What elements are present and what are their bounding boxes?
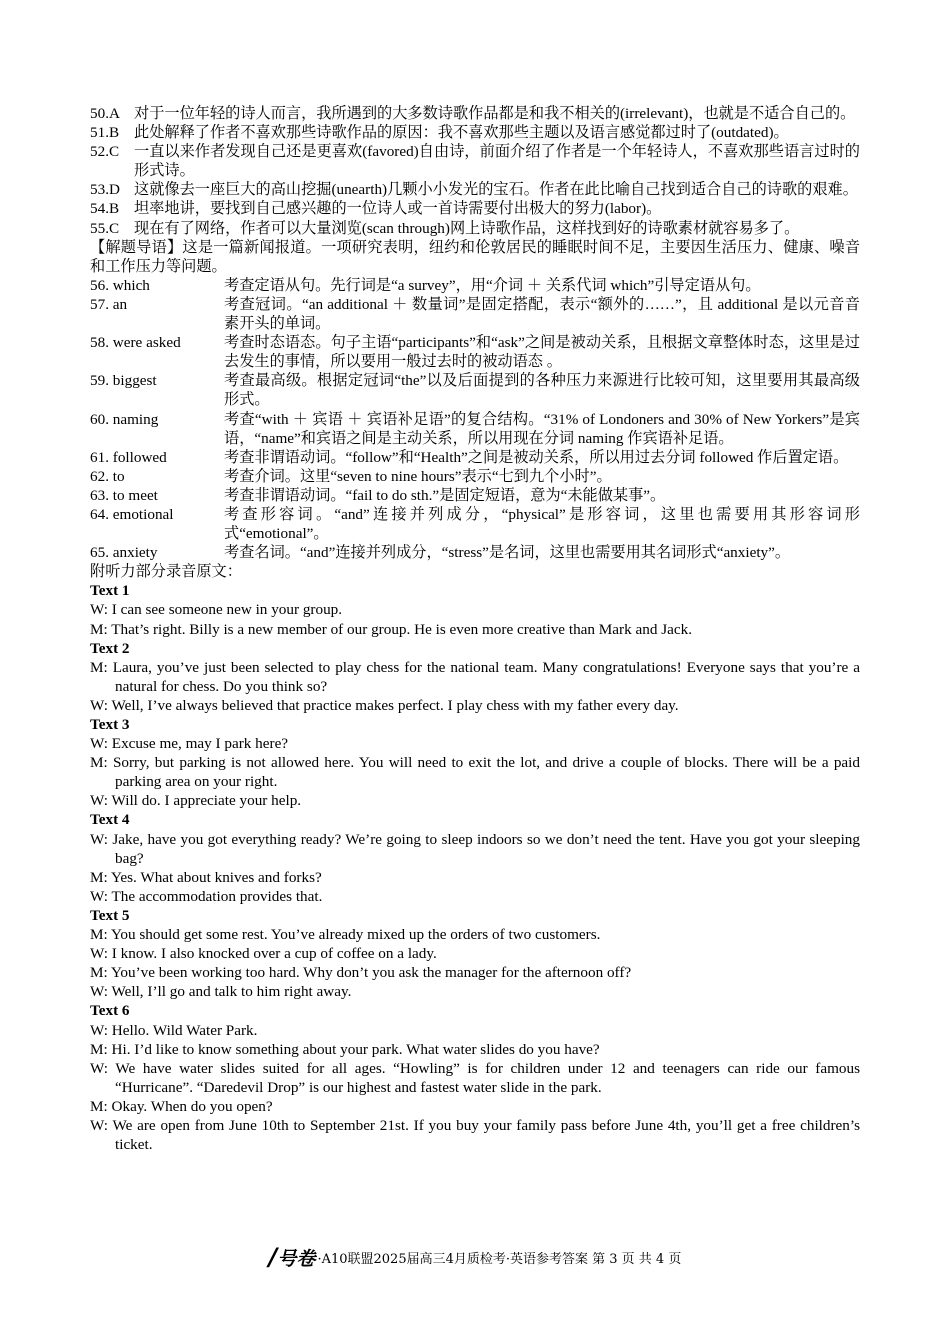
grammar-answer-item [90,448,860,467]
brand-logo: /号卷 [268,1243,316,1271]
answer-explanation: 考查冠词。“an additional ＋ 数量词”是固定搭配，表示“额外的……”，且 additional 是以元音音素开头的单词。 [224,295,860,333]
answer-number: 53.D [90,181,120,199]
answer-number: 51.B [90,124,120,142]
answer-word: 57. an [90,295,128,313]
answer-number: 50.A [90,105,120,122]
cloze-answers [90,104,860,238]
dialogue-line: W: I know. I also knocked over a cup of coffee on a lady. [90,945,437,963]
transcript-title: Text 2 [90,639,130,657]
grammar-answer-item [90,486,860,505]
answer-explanation: 考查非谓语动词。“fail to do sth.”是固定短语，意为“未能做某事”。 [224,486,666,504]
reading-guide: 【解题导语】这是一篇新闻报道。一项研究表明，纽约和伦敦居民的睡眠时间不足，主要因生活压力、健康、噪音和工作压力等问题。 [90,238,860,275]
dialogue-line: M: Okay. When do you open? [90,1097,273,1115]
footer-text: ·A10联盟2025届高三4月质检考·英语参考答案 第 3 页 共 4 页 [317,1252,682,1267]
dialogue-line: M: That’s right. Billy is a new member of our group. He is even more creative than Mark and Jack. [90,620,692,638]
transcript-title: Text 6 [90,1002,130,1020]
answer-explanation: 现在有了网络，作者可以大量浏览(scan through)网上诗歌作品，这样找到好的诗歌素材就容易多了。 [134,219,800,237]
dialogue-line: W: Excuse me, may I park here? [90,735,289,753]
transcript-title: Text 1 [90,582,130,600]
answer-word: 65. anxiety [90,544,158,562]
page-footer [0,1243,950,1271]
answer-explanation: 考查非谓语动词。“follow”和“Health”之间是被动关系，所以用过去分词 followed 作后置定语。 [224,448,849,466]
answer-content [90,104,860,1154]
grammar-answer-item [90,467,860,486]
transcript-title: Text 5 [90,906,130,924]
dialogue-line: W: We are open from June 10th to September 21st. If you buy your family pass before June 4th, you’ll get a free children’s ticket. [90,1116,860,1154]
dialogue-line: W: Jake, have you got everything ready? We’re going to sleep indoors so we don’t need the tent. Have you got your sleeping bag? [90,830,860,867]
grammar-answer-item [90,410,860,448]
dialogue-line: W: Will do. I appreciate your help. [90,792,302,810]
grammar-fill-answers [90,276,860,562]
dialogue-line: W: Well, I’ll go and talk to him right away. [90,983,352,1001]
answer-word: 60. naming [90,410,159,428]
listening-transcripts [90,581,860,1154]
cloze-answer-item [90,219,860,238]
dialogue-line: M: You’ve been working too hard. Why don’t you ask the manager for the afternoon off? [90,964,632,982]
answer-number: 52.C [90,143,120,161]
answer-explanation: 一直以来作者发现自己还是更喜欢(favored)自由诗，前面介绍了作者是一个年轻诗人，不喜欢那些语言过时的形式诗。 [134,143,860,180]
answer-explanation: 考查时态语态。句子主语“participants”和“ask”之间是被动关系，且根据文章整体时态，这里是过去发生的事情，所以要用一般过去时的被动语态 。 [224,334,860,371]
answer-explanation: 对于一位年轻的诗人而言，我所遇到的大多数诗歌作品都是和我不相关的(irrelevant)，也就是不适合自己的。 [134,105,856,122]
cloze-answer-item [90,104,860,123]
answer-number: 55.C [90,219,120,237]
answer-word: 59. biggest [90,372,157,390]
answer-word: 64. emotional [90,505,174,523]
dialogue-line: W: Hello. Wild Water Park. [90,1021,258,1039]
dialogue-line: M: Hi. I’d like to know something about your park. What water slides do you have? [90,1040,600,1058]
transcript-title: Text 4 [90,811,130,829]
grammar-answer-item [90,543,860,562]
dialogue-line: M: Laura, you’ve just been selected to play chess for the national team. Many congratulations! Everyone says that you’re a natural for chess. Do you think so? [90,658,860,695]
dialogue-line: M: Sorry, but parking is not allowed here. You will need to exit the lot, and drive a couple of blocks. There will be a paid parking area on your right. [90,754,860,791]
answer-word: 61. followed [90,448,167,466]
cloze-answer-item [90,180,860,199]
dialogue-line: W: I can see someone new in your group. [90,601,343,619]
answer-explanation: 考查形容词。“and”连接并列成分，“physical”是形容词，这里也需要用其形容词形式“emotional”。 [224,505,860,543]
dialogue-line: M: You should get some rest. You’ve already mixed up the orders of two customers. [90,926,601,944]
cloze-answer-item [90,142,860,180]
answer-explanation: 此处解释了作者不喜欢那些诗歌作品的原因：我不喜欢那些主题以及语言感觉都过时了(outdated)。 [134,124,789,142]
answer-word: 62. to [90,467,125,485]
listening-heading: 附听力部分录音原文： [90,563,242,581]
grammar-answer-item [90,333,860,371]
dialogue-line: W: Well, I’ve always believed that practice makes perfect. I play chess with my father every day. [90,696,679,714]
grammar-answer-item [90,371,860,409]
answer-explanation: 这就像去一座巨大的高山挖掘(unearth)几颗小小发光的宝石。作者在此比喻自己找到适合自己的诗歌的艰难。 [134,181,858,199]
answer-word: 56. which [90,276,150,294]
dialogue-line: W: We have water slides suited for all ages. “Howling” is for children under 12 and teenagers can ride our famous “Hurricane”. “Daredevil Drop” is our highest and fastest water slide in the park. [90,1059,860,1096]
answer-explanation: 考查最高级。根据定冠词“the”以及后面提到的各种压力来源进行比较可知，这里要用其最高级形式。 [224,372,860,409]
grammar-answer-item [90,295,860,333]
cloze-answer-item [90,199,860,218]
answer-word: 63. to meet [90,486,158,504]
answer-explanation: 考查“with ＋ 宾语 ＋ 宾语补足语”的复合结构。“31% of Londoners and 30% of New Yorkers”是宾语，“name”和宾语之间是主动关系，所以用现在分词 naming 作宾语补足语。 [224,410,860,447]
answer-explanation: 考查名词。“and”连接并列成分，“stress”是名词，这里也需要用其名词形式“anxiety”。 [224,544,791,562]
dialogue-line: W: The accommodation provides that. [90,887,323,905]
answer-explanation: 考查介词。这里“seven to nine hours”表示“七到九个小时”。 [224,467,612,485]
cloze-answer-item [90,123,860,142]
grammar-answer-item [90,276,860,295]
dialogue-line: M: Yes. What about knives and forks? [90,868,322,886]
answer-word: 58. were asked [90,334,181,352]
answer-number: 54.B [90,200,120,218]
answer-explanation: 考查定语从句。先行词是“a survey”，用“介词 ＋ 关系代词 which”引导定语从句。 [224,276,761,294]
grammar-answer-item [90,505,860,543]
answer-explanation: 坦率地讲，要找到自己感兴趣的一位诗人或一首诗需要付出极大的努力(labor)。 [134,200,662,218]
transcript-title: Text 3 [90,716,130,733]
